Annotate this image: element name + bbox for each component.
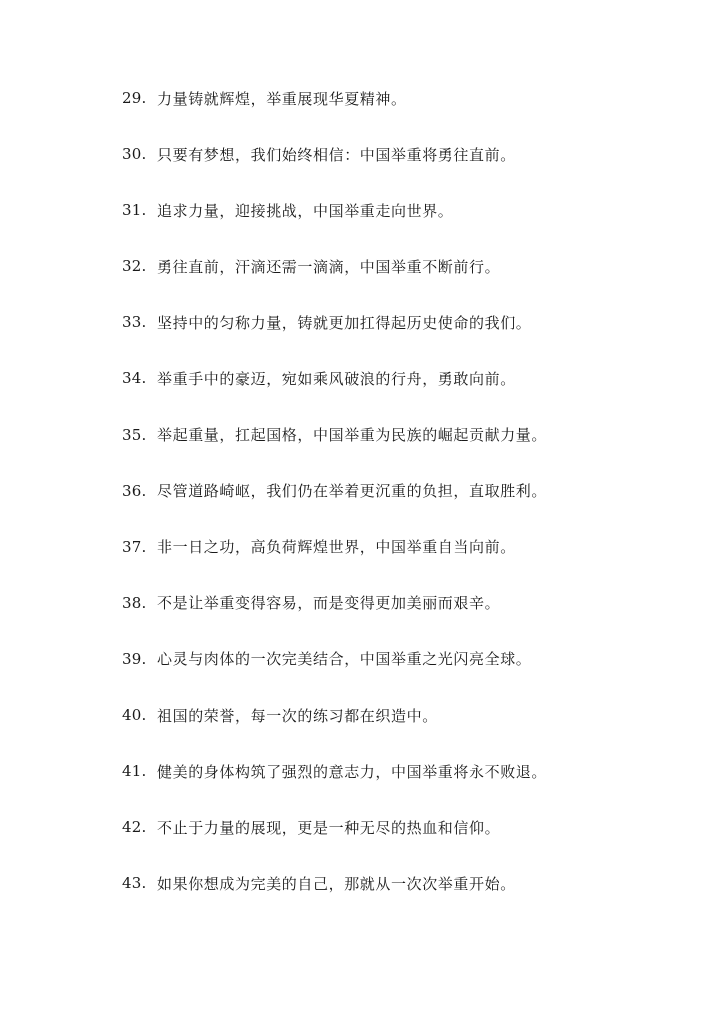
list-item: [122, 701, 682, 729]
list-item: [122, 869, 682, 897]
list-item: [122, 477, 682, 505]
list-item: [122, 252, 682, 280]
item-text: 只要有梦想，我们始终相信：中国举重将勇往直前。: [157, 145, 516, 164]
list-item: [122, 757, 682, 785]
item-text: 举重手中的豪迈，宛如乘风破浪的行舟，勇敢向前。: [157, 369, 516, 388]
list-item: [122, 813, 682, 841]
list-item: [122, 421, 682, 449]
item-number: 31.: [122, 201, 147, 220]
item-number: 37.: [122, 537, 147, 556]
item-number: 40.: [122, 706, 147, 725]
item-text: 追求力量，迎接挑战，中国举重走向世界。: [157, 201, 454, 220]
list-item: [122, 196, 682, 224]
item-text: 力量铸就辉煌，举重展现华夏精神。: [157, 89, 407, 108]
item-number: 33.: [122, 313, 147, 332]
item-text: 不止于力量的展现，更是一种无尽的热血和信仰。: [157, 818, 501, 837]
item-number: 30.: [122, 145, 147, 164]
item-number: 32.: [122, 257, 147, 276]
item-number: 41.: [122, 762, 147, 781]
item-text: 坚持中的匀称力量，铸就更加扛得起历史使命的我们。: [157, 313, 532, 332]
list-item: [122, 84, 682, 112]
item-text: 尽管道路崎岖，我们仍在举着更沉重的负担，直取胜利。: [157, 482, 548, 501]
item-number: 35.: [122, 425, 147, 444]
item-text: 举起重量，扛起国格，中国举重为民族的崛起贡献力量。: [157, 426, 548, 445]
item-text: 不是让举重变得容易，而是变得更加美丽而艰辛。: [157, 594, 501, 613]
item-number: 29.: [122, 89, 147, 107]
item-number: 34.: [122, 369, 147, 388]
slogan-list: [122, 84, 682, 925]
item-text: 健美的身体构筑了强烈的意志力，中国举重将永不败退。: [157, 762, 548, 781]
list-item: [122, 645, 682, 673]
item-text: 如果你想成为完美的自己，那就从一次次举重开始。: [157, 874, 516, 893]
item-text: 勇往直前，汗滴还需一滴滴，中国举重不断前行。: [157, 257, 501, 276]
item-number: 36.: [122, 481, 147, 500]
item-number: 43.: [122, 874, 147, 893]
list-item: [122, 364, 682, 392]
item-text: 非一日之功，高负荷辉煌世界，中国举重自当向前。: [157, 538, 516, 557]
list-item: [122, 533, 682, 561]
item-text: 心灵与肉体的一次完美结合，中国举重之光闪亮全球。: [157, 650, 532, 669]
item-number: 39.: [122, 649, 147, 668]
list-item: [122, 308, 682, 336]
item-number: 42.: [122, 818, 147, 837]
item-number: 38.: [122, 593, 147, 612]
item-text: 祖国的荣誉，每一次的练习都在织造中。: [157, 706, 438, 725]
list-item: [122, 589, 682, 617]
list-item: [122, 140, 682, 168]
